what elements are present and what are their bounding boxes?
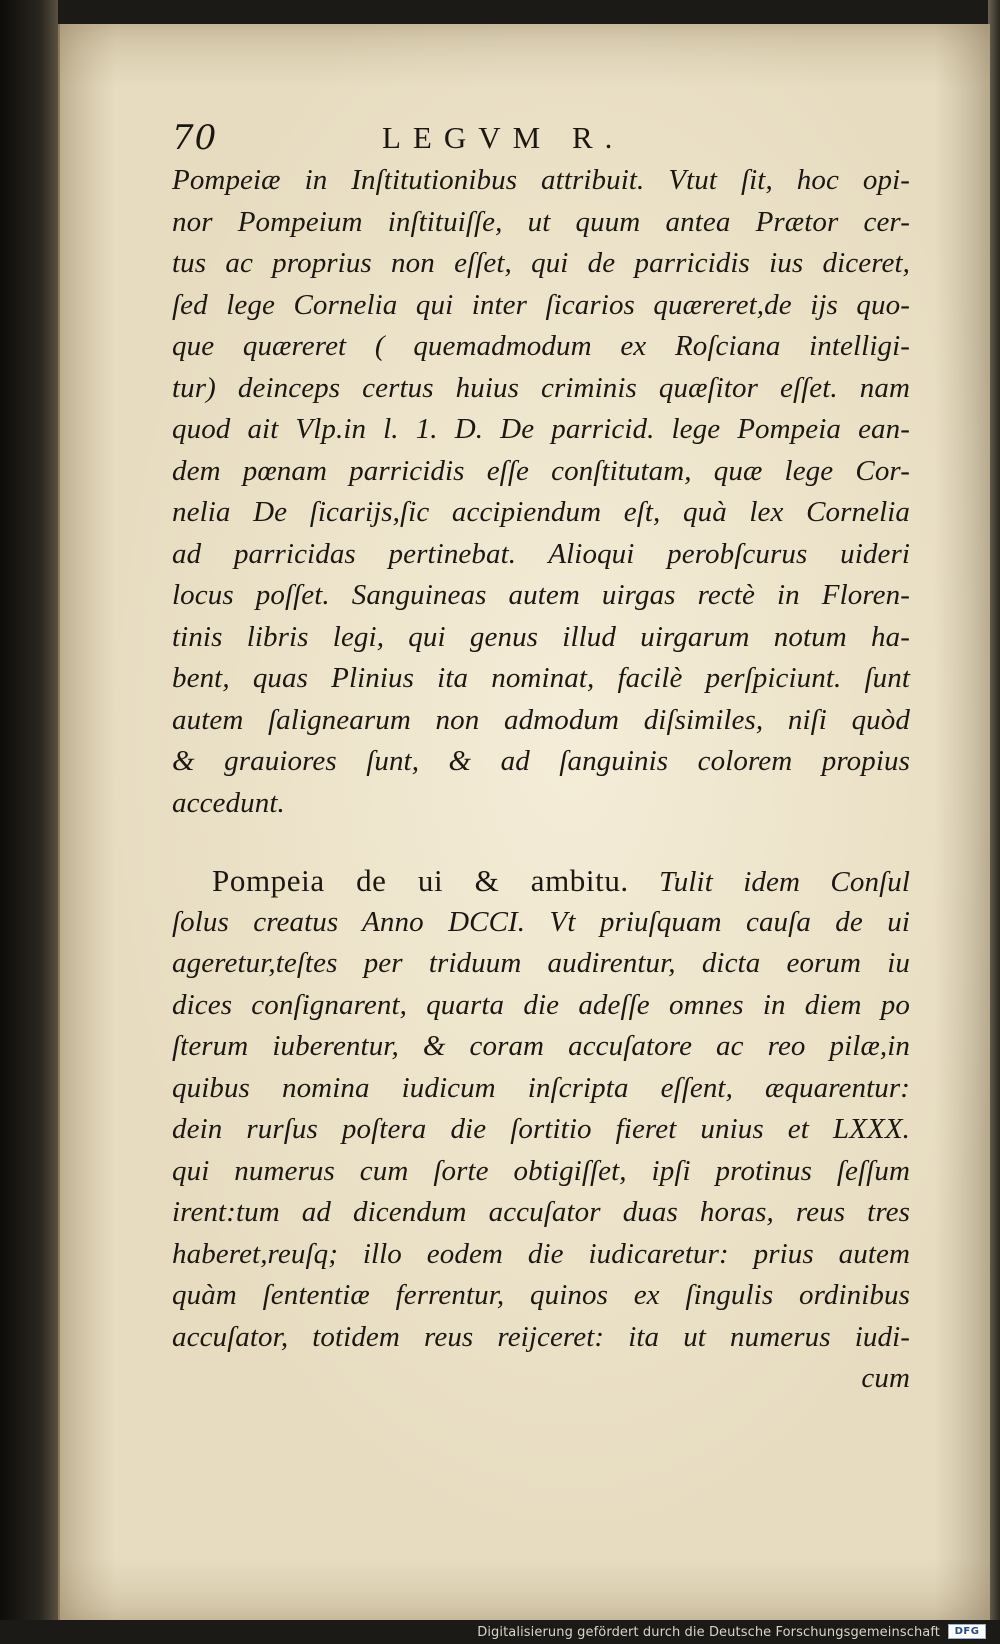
text-line: autem ſalignearum non admodum diſsimiles, niſi quòd bbox=[172, 703, 910, 736]
text-line: Pompeiæ in Inſtitutionibus attribuit. Vtut ſit, hoc opi- bbox=[172, 164, 910, 196]
dfg-logo-text: DFG bbox=[954, 1626, 980, 1637]
footer-bar bbox=[0, 1620, 1000, 1644]
text-line: dem pœnam parricidis eſſe conſtitutam, quæ lege Cor- bbox=[172, 454, 910, 487]
text-line: dices conſignarent, quarta die adeſſe omnes in diem po bbox=[172, 988, 910, 1021]
text-line: ageretur,teſtes per triduum audirentur, dicta eorum iu bbox=[172, 947, 910, 979]
text-line: tus ac proprius non eſſet, qui de parricidis ius diceret, bbox=[172, 247, 910, 279]
paragraph-2 bbox=[172, 860, 910, 1400]
text-line: & grauiores ſunt, & ad ſanguinis colorem propius bbox=[172, 745, 910, 777]
text-run: Tulit idem Conſul bbox=[659, 866, 910, 898]
page-number: 70 bbox=[172, 118, 218, 158]
text-line: irent:tum ad dicendum accuſator duas horas, reus tres bbox=[172, 1196, 910, 1228]
scan-edge-left bbox=[0, 0, 58, 1644]
text-line: tur) deinceps certus huius criminis quæſitor eſſet. nam bbox=[172, 371, 910, 404]
text-line: nelia De ſicarijs,ſic accipiendum eſt, quà lex Cornelia bbox=[172, 496, 910, 528]
paragraph-1 bbox=[172, 160, 910, 824]
running-title: LEGVM R. bbox=[382, 120, 625, 155]
text-line: dein rurſus poſtera die ſortitio fieret unius et LXXX. bbox=[172, 1113, 910, 1145]
text-line: locus poſſet. Sanguineas autem uirgas rectè in Floren- bbox=[172, 579, 910, 611]
text-line: que quæreret ( quemadmodum ex Roſciana intelligi- bbox=[172, 330, 910, 362]
catchword: cum bbox=[861, 1362, 910, 1394]
text-line: ſed lege Cornelia qui inter ſicarios quæreret,de ijs quo- bbox=[172, 288, 910, 321]
page-header bbox=[172, 118, 672, 158]
funding-credit: Digitalisierung gefördert durch die Deutsche Forschungsgemeinschaft bbox=[477, 1625, 940, 1640]
paragraph-2-first-line bbox=[172, 860, 910, 902]
section-heading: Pompeia de ui & ambitu. bbox=[212, 863, 629, 898]
text-line: ad parricidas pertinebat. Alioqui perobſcurus uideri bbox=[172, 537, 910, 570]
text-line: quod ait Vlp.in l. 1. D. De parricid. lege Pompeia ean- bbox=[172, 413, 910, 445]
text-line: quibus nomina iudicum inſcripta eſſent, æquarentur: bbox=[172, 1071, 910, 1104]
text-line: haberet,reuſq; illo eodem die iudicaretur: prius autem bbox=[172, 1237, 910, 1270]
text-line: accuſator, totidem reus reijceret: ita ut numerus iudi- bbox=[172, 1320, 910, 1353]
text-line: tinis libris legi, qui genus illud uirgarum notum ha- bbox=[172, 620, 910, 653]
text-line: ſolus creatus Anno DCCI. Vt priuſquam cauſa de ui bbox=[172, 905, 910, 938]
dfg-logo-icon bbox=[948, 1624, 986, 1639]
text-line: nor Pompeium inſtituiſſe, ut quum antea Prætor cer- bbox=[172, 205, 910, 238]
text-line: qui numerus cum ſorte obtigiſſet, ipſi protinus ſeſſum bbox=[172, 1154, 910, 1187]
text-line: quàm ſententiæ ferrentur, quinos ex ſingulis ordinibus bbox=[172, 1279, 910, 1311]
text-line: accedunt. bbox=[172, 786, 285, 819]
text-line: ſterum iuberentur, & coram accuſatore ac reo pilæ,in bbox=[172, 1030, 910, 1062]
text-line: bent, quas Plinius ita nominat, facilè perſpiciunt. ſunt bbox=[172, 662, 910, 694]
